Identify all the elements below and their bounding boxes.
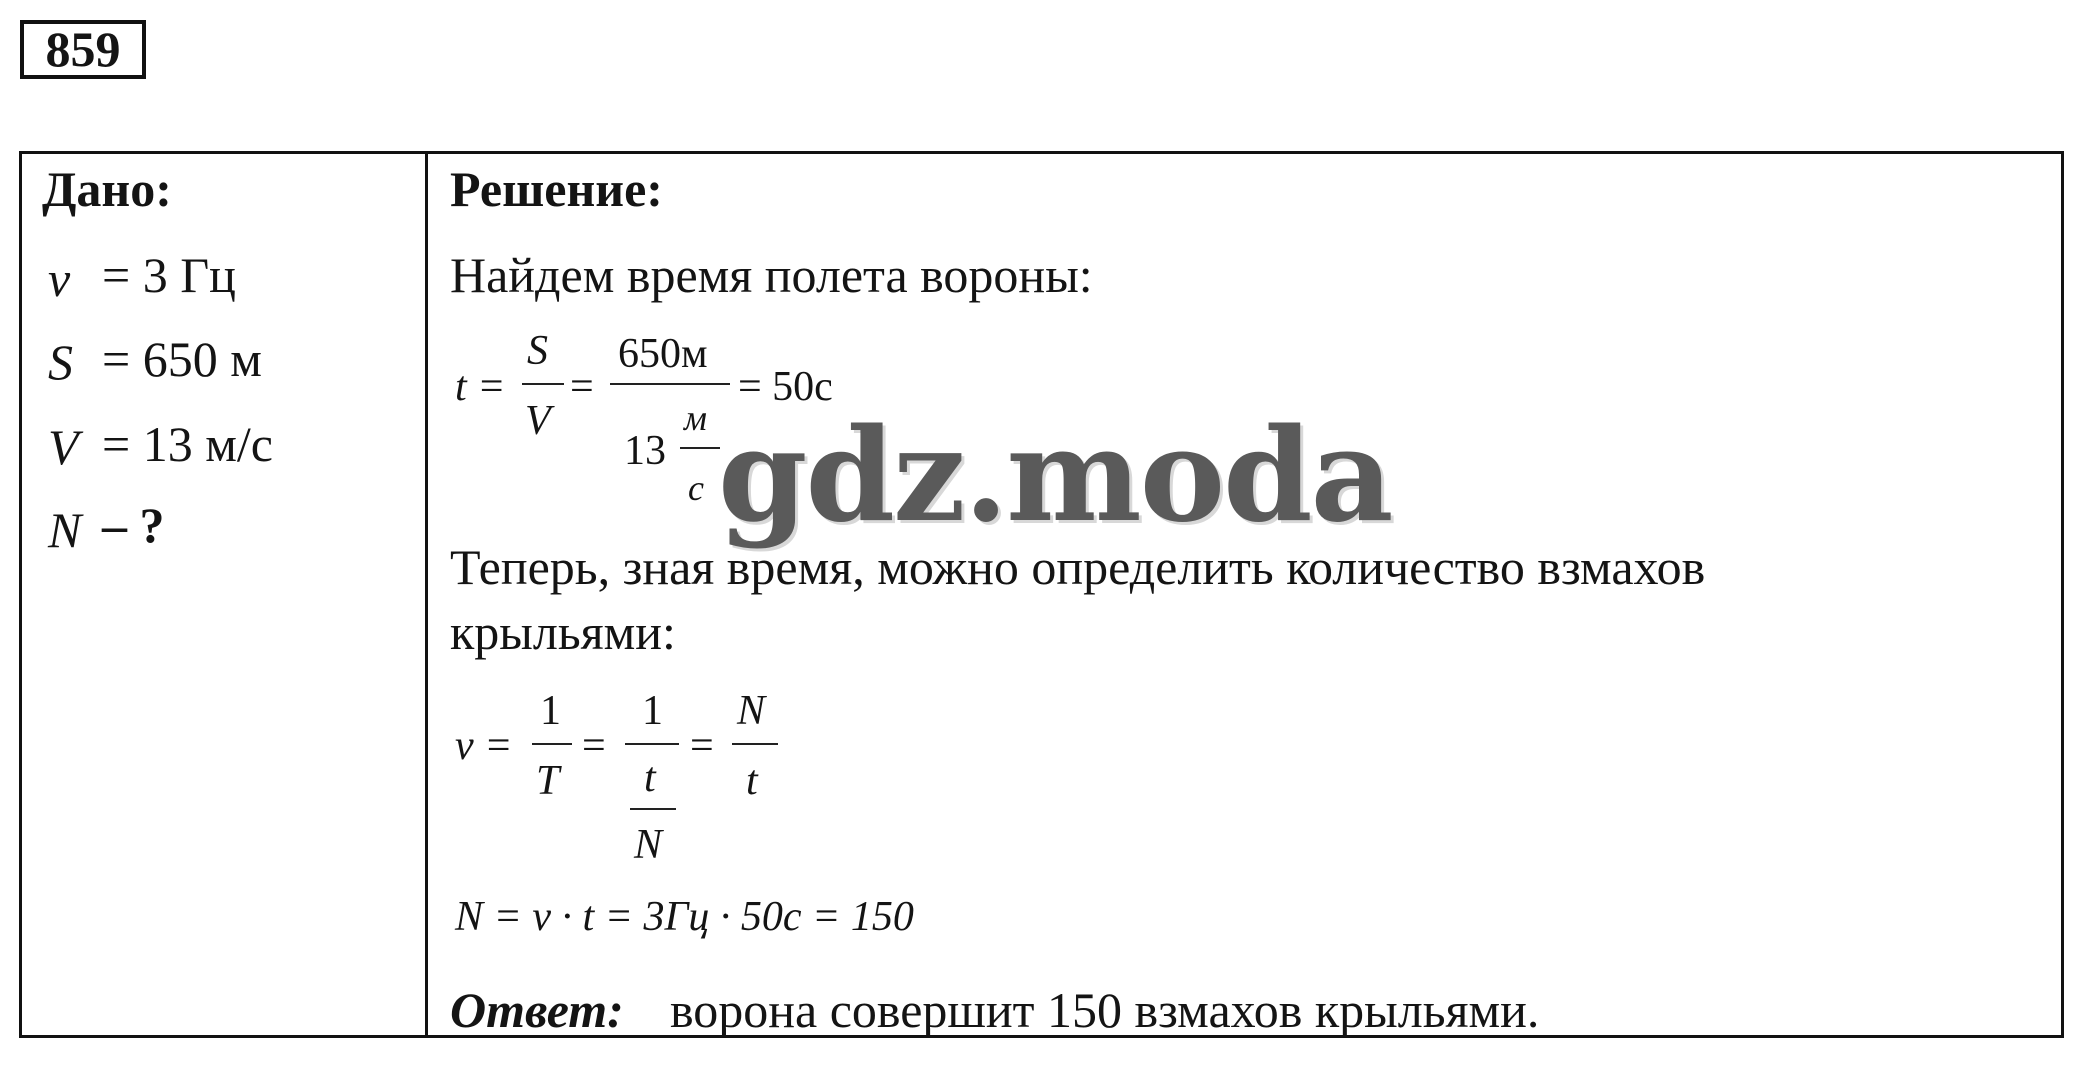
- formula-operator: =: [582, 723, 606, 769]
- nested-denominator: N: [634, 822, 663, 868]
- fraction-bar: [532, 743, 572, 745]
- given-value: – ?: [102, 497, 165, 553]
- fraction-denominator: 13: [624, 428, 666, 474]
- formula-operator: =: [570, 364, 594, 410]
- given-symbol: ν: [48, 251, 71, 307]
- step1-text: Найдем время полета вороны:: [450, 247, 1093, 303]
- given-symbol: V: [48, 419, 79, 475]
- fraction-numerator: 1: [540, 688, 561, 734]
- given-symbol: S: [48, 334, 73, 390]
- watermark-logo: gdz.moda: [718, 401, 1392, 551]
- formula-result: = 50с: [738, 364, 833, 410]
- fraction-numerator: N: [737, 688, 766, 734]
- formula-operator: =: [690, 723, 714, 769]
- solution-heading: Решение:: [450, 161, 663, 217]
- formula-count: N = ν · t = 3Гц · 50с = 150: [455, 894, 914, 940]
- fraction-numerator: 1: [642, 688, 663, 734]
- fraction-denominator: V: [525, 398, 551, 444]
- fraction-bar: [625, 743, 679, 745]
- fraction-bar: [732, 743, 778, 745]
- fraction-bar: [522, 383, 564, 385]
- nested-denominator: с: [688, 468, 704, 508]
- fraction-numerator: S: [527, 328, 548, 374]
- given-symbol: N: [48, 502, 82, 558]
- step2-text-line1: Теперь, зная время, можно определить количество взмахов: [450, 539, 1706, 595]
- given-value: = 3 Гц: [102, 247, 236, 303]
- fraction-denominator: t: [746, 758, 758, 804]
- problem-number: 859: [20, 20, 146, 79]
- step2-text-line2: крыльями:: [450, 604, 676, 660]
- formula-term: t =: [455, 364, 506, 410]
- given-value: = 13 м/с: [102, 416, 273, 472]
- formula-term: ν =: [455, 723, 513, 769]
- fraction-numerator: 650м: [618, 331, 708, 377]
- given-heading: Дано:: [42, 161, 172, 217]
- fraction-denominator: T: [536, 758, 560, 804]
- fraction-bar: [680, 447, 720, 449]
- nested-numerator: t: [644, 755, 656, 801]
- column-divider: [425, 151, 428, 1038]
- answer-text: ворона совершит 150 взмахов крыльями.: [670, 982, 1540, 1038]
- answer-label: Ответ:: [450, 982, 624, 1038]
- fraction-bar: [630, 808, 676, 810]
- given-value: = 650 м: [102, 331, 262, 387]
- fraction-bar: [610, 383, 730, 385]
- nested-numerator: м: [684, 398, 707, 438]
